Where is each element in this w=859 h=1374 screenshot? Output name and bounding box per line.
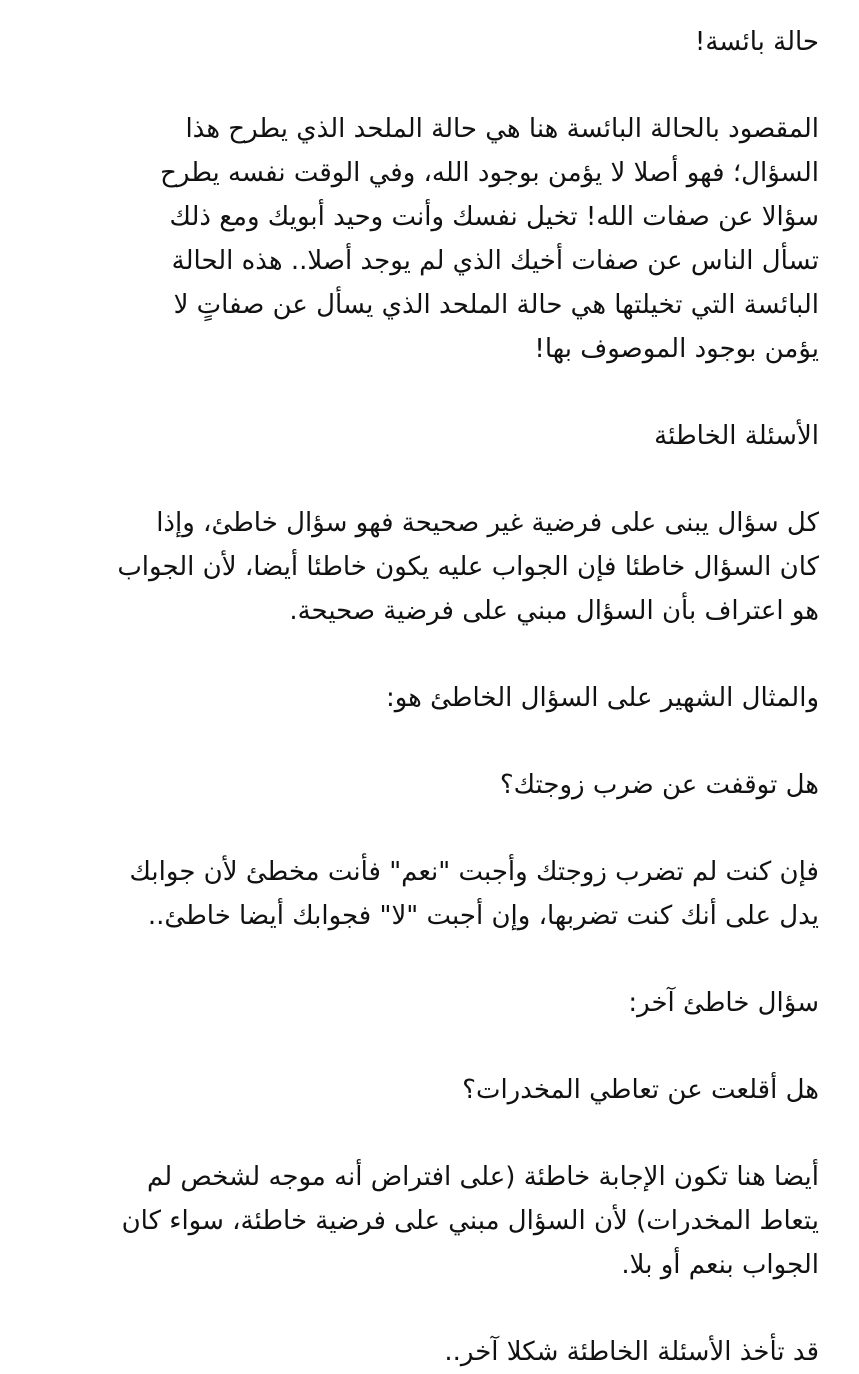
paragraph-spacer <box>40 633 819 676</box>
paragraph-spacer <box>40 458 819 501</box>
paragraph-spacer <box>40 938 819 981</box>
paragraph-spacer <box>40 1025 819 1068</box>
paragraph-spacer <box>40 720 819 763</box>
paragraph-famous-example-intro: والمثال الشهير على السؤال الخاطئ هو: <box>385 683 819 713</box>
paragraph-another-wrong-question: سؤال خاطئ آخر: <box>628 988 819 1018</box>
paragraph-example-1-explanation: فإن كنت لم تضرب زوجتك وأجبت "نعم" فأنت مخطئ لأن جوابك يدل على أنك كنت تضربها، وإن أجبت "لا" فجوابك أيضا خاطئ.. <box>129 857 819 931</box>
paragraph-spacer <box>40 371 819 414</box>
section-heading-wrong-questions: الأسئلة الخاطئة <box>654 421 819 451</box>
paragraph-spacer <box>40 807 819 850</box>
example-question-1: هل توقفت عن ضرب زوجتك؟ <box>499 770 819 800</box>
paragraph-spacer <box>40 64 819 107</box>
paragraph-spacer <box>40 1287 819 1330</box>
example-question-2: هل أقلعت عن تعاطي المخدرات؟ <box>462 1075 819 1105</box>
paragraph-spacer <box>40 1112 819 1155</box>
paragraph-miserable-state: المقصود بالحالة البائسة هنا هي حالة الملحد الذي يطرح هذا السؤال؛ فهو أصلا لا يؤمن بوجود الله، وفي الوقت نفسه يطرح سؤالا عن صفات الله! تخيل نفسك وأنت وحيد أبويك ومع ذلك تسأل الناس عن صفات أخيك الذي لم يوجد أصلا.. هذه الحالة البائسة التي تخيلتها هي حالة الملحد الذي يسأل عن صفاتٍ لا يؤمن بوجود الموصوف بها! <box>160 114 819 364</box>
paragraph-example-2-explanation: أيضا هنا تكون الإجابة خاطئة (على افتراض أنه موجه لشخص لم يتعاط المخدرات) لأن السؤال مبني على فرضية خاطئة، سواء كان الجواب بنعم أو بلا. <box>121 1162 819 1280</box>
section-heading-miserable-state: حالة بائسة! <box>694 27 819 57</box>
paragraph-wrong-question-definition: كل سؤال يبنى على فرضية غير صحيحة فهو سؤال خاطئ، وإذا كان السؤال خاطئا فإن الجواب عليه يكون خاطئا أيضا، لأن الجواب هو اعتراف بأن السؤال مبني على فرضية صحيحة. <box>117 508 819 626</box>
paragraph-closing: قد تأخذ الأسئلة الخاطئة شكلا آخر.. <box>444 1337 819 1367</box>
